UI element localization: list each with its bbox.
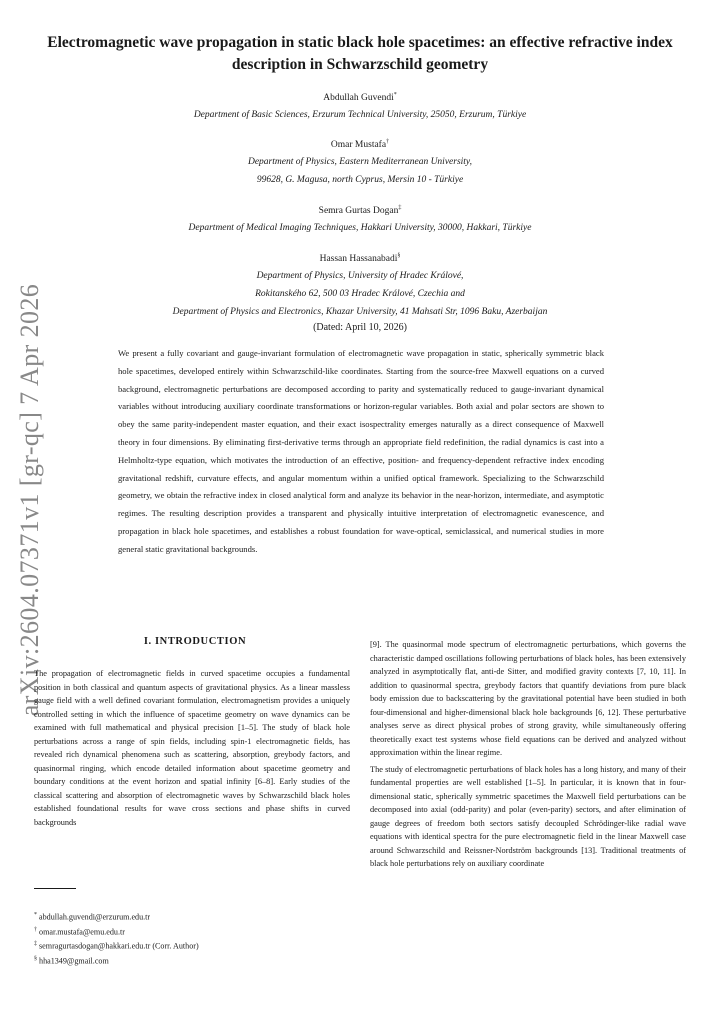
author-affiliation: Department of Physics, University of Hradec Králové, — [256, 271, 464, 281]
author-affiliation: Rokitanského 62, 500 03 Hradec Králové, Czechia and — [255, 289, 465, 299]
author-affiliation: Department of Physics, Eastern Mediterranean University, — [247, 157, 472, 167]
footnote-rule — [34, 888, 76, 889]
left-column — [34, 667, 350, 832]
body-paragraph: The propagation of electromagnetic fields in curved spacetime occupies a fundamental position in both classical and quantum aspects of gravitational physics. As a linear massless gauge field with a well defined covariant formulation, electromagnetism provides a uniquely controlled setting in which the influence of spacetime geometry on wave dynamics can be examined with full mathematical and physical precision [1–5]. The study of black hole perturbations across a range of spin fields, including spin-1 electromagnetic fields, has revealed rich dynamical phenomena such as scattering, absorption, greybody factors, and quasinormal ringing, which encode detailed information about spacetime geometry and boundary conditions at the event horizon and spatial infinity [6–8]. Early studies of the classical scattering and absorption of electromagnetic waves by Schwarzschild black holes established foundational results for wave cross sections and phase shifts in curved backgrounds — [34, 669, 350, 827]
author-name: Semra Gurtas Dogan‡ — [318, 205, 402, 217]
abstract: We present a fully covariant and gauge-invariant formulation of electromagnetic wave propagation in static, spherically symmetric black hole spacetimes, developed entirely within Schwarzschild-like coordinates. Starting from the source-free Maxwell equations on a curved background, electromagnetic perturbations are decomposed according to parity and systematically reduced to gauge-invariant dynamical variables without introducing auxiliary coordinate transformations or horizon-regular variables. Both axial and polar sectors are shown to obey the same parity-independent master equation, and their exact isospectrality emerges naturally as a direct consequence of Maxwell theory in four dimensions. By eliminating first-derivative terms through an appropriate field redefinition, the radial dynamics is cast into a Helmholtz-type equation, which motivates the introduction of an effective, position- and frequency-dependent refractive index encoding gravitational redshift, curvature effects, and angular momentum within a unified optical framework. Specializing to the Schwarzschild geometry, we obtain the refractive index in closed analytical form and analyze its behavior in the near-horizon, intermediate, and asymptotic regimes. The resulting description provides a transparent and physically intuitive interpretation of electromagnetic evanescence, and propagation in black hole spacetimes, and establishes a robust foundation for wave-optical, semiclassical, and numerical studies in more general static gravitational backgrounds. — [118, 348, 604, 554]
footnote: † omar.mustafa@emu.edu.tr — [34, 926, 125, 937]
dated-line: (Dated: April 10, 2026) — [313, 322, 407, 333]
footnote: * abdullah.guvendi@erzurum.edu.tr — [34, 912, 151, 922]
arxiv-identifier-text: arXiv:2604.07371v1 [gr-qc] 7 Apr 2026 — [15, 283, 44, 717]
paper-title: Electromagnetic wave propagation in static black hole spacetimes: an effective refractive index description in Schwarzschild geometry — [47, 34, 673, 73]
footnote-email-link[interactable]: omar.mustafa@emu.edu.tr — [39, 927, 125, 937]
author-name: Hassan Hassanabadi§ — [319, 253, 401, 265]
footnotes — [34, 909, 334, 968]
footnote-email-link[interactable]: hha1349@gmail.com — [39, 956, 109, 966]
author-affiliation: 99628, G. Magusa, north Cyprus, Mersin 10 - Türkiye — [256, 175, 464, 185]
author-name: Abdullah Guvendi* — [323, 92, 397, 104]
author-name: Omar Mustafa† — [330, 139, 390, 151]
body-paragraph: The study of electromagnetic perturbations of black holes has a long history, and many of their fundamental properties are well established [1–5]. In particular, it is known that in four-dimensional static, spherically symmetric spacetimes the Maxwell field perturbations can be decomposed into axial (odd-parity) and polar (even-parity) sectors, and after elimination of gauge degrees of freedom both sectors satisfy decoupled Schrödinger-like radial wave equations with identical spectra for the pure electromagnetic field in the linear Maxwell case around Schwarzschild and Reissner-Nordström backgrounds [13]. Traditional treatments of black hole perturbations rely on auxiliary coordinate — [370, 764, 686, 868]
footnote: § hha1349@gmail.com — [34, 956, 109, 966]
author-affiliation: Department of Medical Imaging Techniques, Hakkari University, 30000, Hakkari, Türkiye — [188, 223, 532, 233]
author-affiliation: Department of Physics and Electronics, Khazar University, 41 Mahsati Str, 1096 Baku, Azerbaijan — [172, 307, 548, 317]
footnote: ‡ semragurtasdogan@hakkari.edu.tr (Corr. Author) — [34, 941, 199, 952]
author-affiliation: Department of Basic Sciences, Erzurum Technical University, 25050, Erzurum, Türkiye — [193, 110, 527, 120]
footnote-email-link[interactable]: abdullah.guvendi@erzurum.edu.tr — [39, 912, 151, 922]
right-column — [370, 638, 686, 874]
body-paragraph: [9]. The quasinormal mode spectrum of electromagnetic perturbations, which governs the characteristic damped oscillations following perturbations of black holes, has been extensively analyzed in asymptotically flat, anti-de Sitter, and modified gravity contexts [7, 10, 11]. In addition to quasinormal spectra, greybody factors that quantify deviations from pure black body emission due to backscattering by the gravitational potential have been studied in both four-dimensional and higher-dimensional black hole backgrounds [6, 12]. These perturbative analyses serve as direct physical probes of strong gravity, while simultaneously offering theoretically exact test systems whose field equations can be derived and analyzed without approximation within the linear regime. — [370, 640, 686, 757]
section-heading: I. INTRODUCTION — [143, 636, 247, 647]
footnote-email-link[interactable]: semragurtasdogan@hakkari.edu.tr (Corr. Author) — [39, 942, 199, 952]
